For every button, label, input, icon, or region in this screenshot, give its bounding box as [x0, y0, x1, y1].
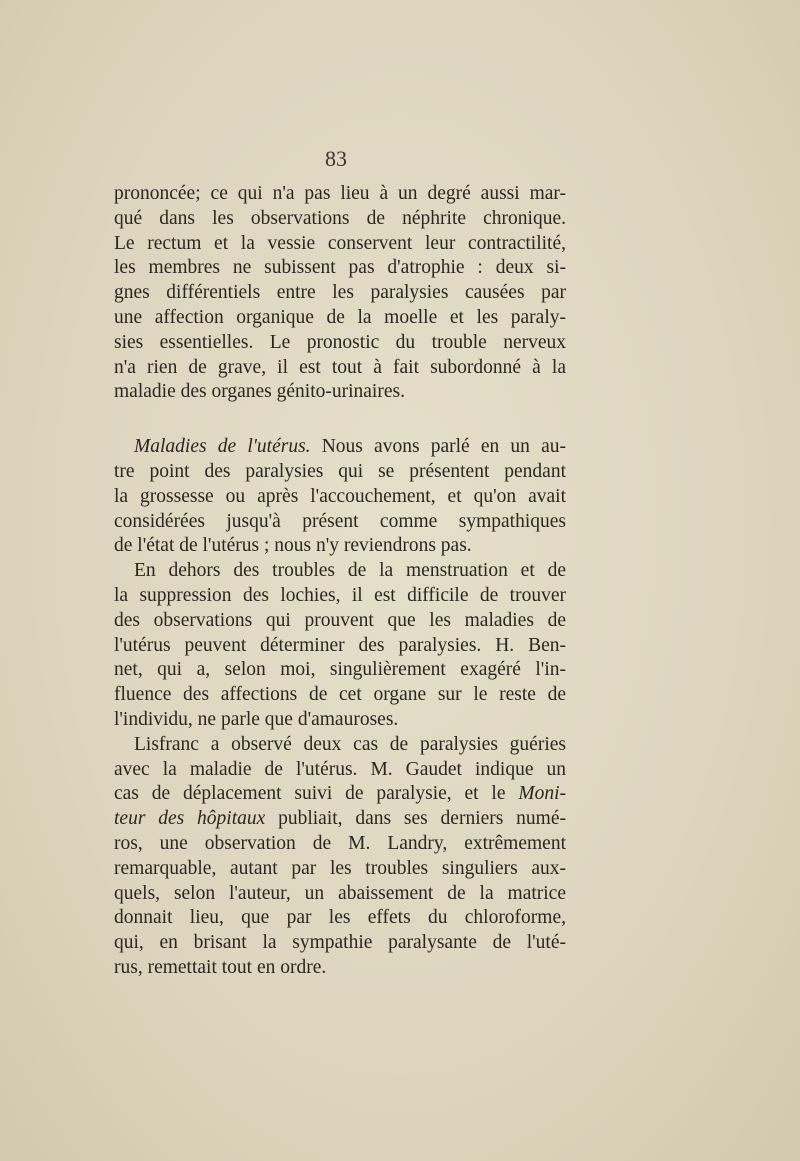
line-text: considérées jusqu'à présent comme sympathiques	[114, 510, 566, 532]
line-text: maladie des organes génito-urinaires.	[114, 381, 405, 403]
italic-text: Maladies de l'utérus.	[134, 436, 311, 458]
line-text: remarquable, autant par les troubles singuliers aux-	[114, 857, 566, 879]
line-text: prononcée; ce qui n'a pas lieu à un degré aussi mar-	[114, 183, 566, 204]
text-line	[114, 207, 566, 232]
text-line	[114, 435, 566, 460]
text-line	[114, 510, 566, 535]
text-line	[114, 380, 566, 405]
text-line	[114, 256, 566, 281]
text-line	[114, 882, 566, 907]
text-line	[114, 559, 566, 584]
text-line	[114, 281, 566, 306]
text-line	[114, 232, 566, 257]
line-text: qui, en brisant la sympathie paralysante de l'uté-	[114, 932, 566, 954]
text-line	[114, 331, 566, 356]
line-text: cas de déplacement suivi de paralysie, et le	[114, 783, 519, 805]
text-line	[114, 634, 566, 659]
line-text: la grossesse ou après l'accouchement, et qu'on avait	[114, 485, 566, 507]
line-text: des observations qui prouvent que les maladies de	[114, 609, 566, 631]
page-number: 83	[325, 146, 347, 171]
line-text: avec la maladie de l'utérus. M. Gaudet indique un	[114, 758, 566, 780]
line-text: sies essentielles. Le pronostic du trouble nerveux	[114, 331, 566, 353]
text-line	[114, 931, 566, 956]
text-line	[114, 485, 566, 510]
text-line	[114, 832, 566, 857]
line-text: net, qui a, selon moi, singulièrement exagéré l'in-	[114, 659, 566, 681]
line-text: quels, selon l'auteur, un abaissement de la matrice	[114, 882, 566, 904]
text-line	[114, 733, 566, 758]
line-text: publiait, dans ses derniers numé-	[265, 808, 566, 830]
italic-text: teur des hôpitaux	[114, 808, 266, 830]
line-text: une affection organique de la moelle et les paraly-	[114, 306, 566, 328]
text-line	[114, 182, 566, 207]
text-line	[114, 906, 566, 931]
line-text: n'a rien de grave, il est tout à fait subordonné à la	[114, 356, 566, 378]
line-text: En dehors des troubles de la menstruation et de	[134, 560, 566, 582]
line-text: Nous avons parlé en un au-	[310, 436, 566, 458]
line-text: de l'état de l'utérus ; nous n'y reviendrons pas.	[114, 535, 472, 557]
line-text: donnait lieu, que par les effets du chloroforme,	[114, 907, 566, 929]
body-text	[114, 182, 566, 981]
text-line	[114, 306, 566, 331]
line-text: l'individu, ne parle que d'amauroses.	[114, 708, 399, 730]
line-text: gnes différentiels entre les paralysies causées par	[114, 282, 566, 304]
text-line	[114, 658, 566, 683]
line-text: Lisfranc a observé deux cas de paralysies guéries	[134, 733, 566, 755]
text-line	[114, 807, 566, 832]
text-line	[114, 460, 566, 485]
line-text: fluence des affections de cet organe sur le reste de	[114, 684, 566, 706]
text-line	[114, 857, 566, 882]
line-text: qué dans les observations de néphrite chronique.	[114, 207, 566, 229]
text-line	[114, 782, 566, 807]
text-line	[114, 584, 566, 609]
text-line	[114, 758, 566, 783]
line-text: l'utérus peuvent déterminer des paralysies. H. Ben-	[114, 634, 566, 656]
text-line	[114, 708, 566, 733]
line-text: rus, remettait tout en ordre.	[114, 956, 327, 978]
text-line	[114, 956, 566, 981]
paragraph-spacer	[114, 405, 566, 435]
line-text: ros, une observation de M. Landry, extrêmement	[114, 832, 566, 854]
text-line	[114, 609, 566, 634]
line-text: les membres ne subissent pas d'atrophie : deux si-	[114, 257, 566, 279]
text-line	[114, 356, 566, 381]
text-line	[114, 683, 566, 708]
text-line	[114, 534, 566, 559]
line-text: Le rectum et la vessie conservent leur contractilité,	[114, 232, 566, 254]
line-text: la suppression des lochies, il est difficile de trouver	[114, 584, 566, 606]
line-text: tre point des paralysies qui se présentent pendant	[114, 460, 566, 482]
italic-text: Moni-	[518, 783, 566, 805]
